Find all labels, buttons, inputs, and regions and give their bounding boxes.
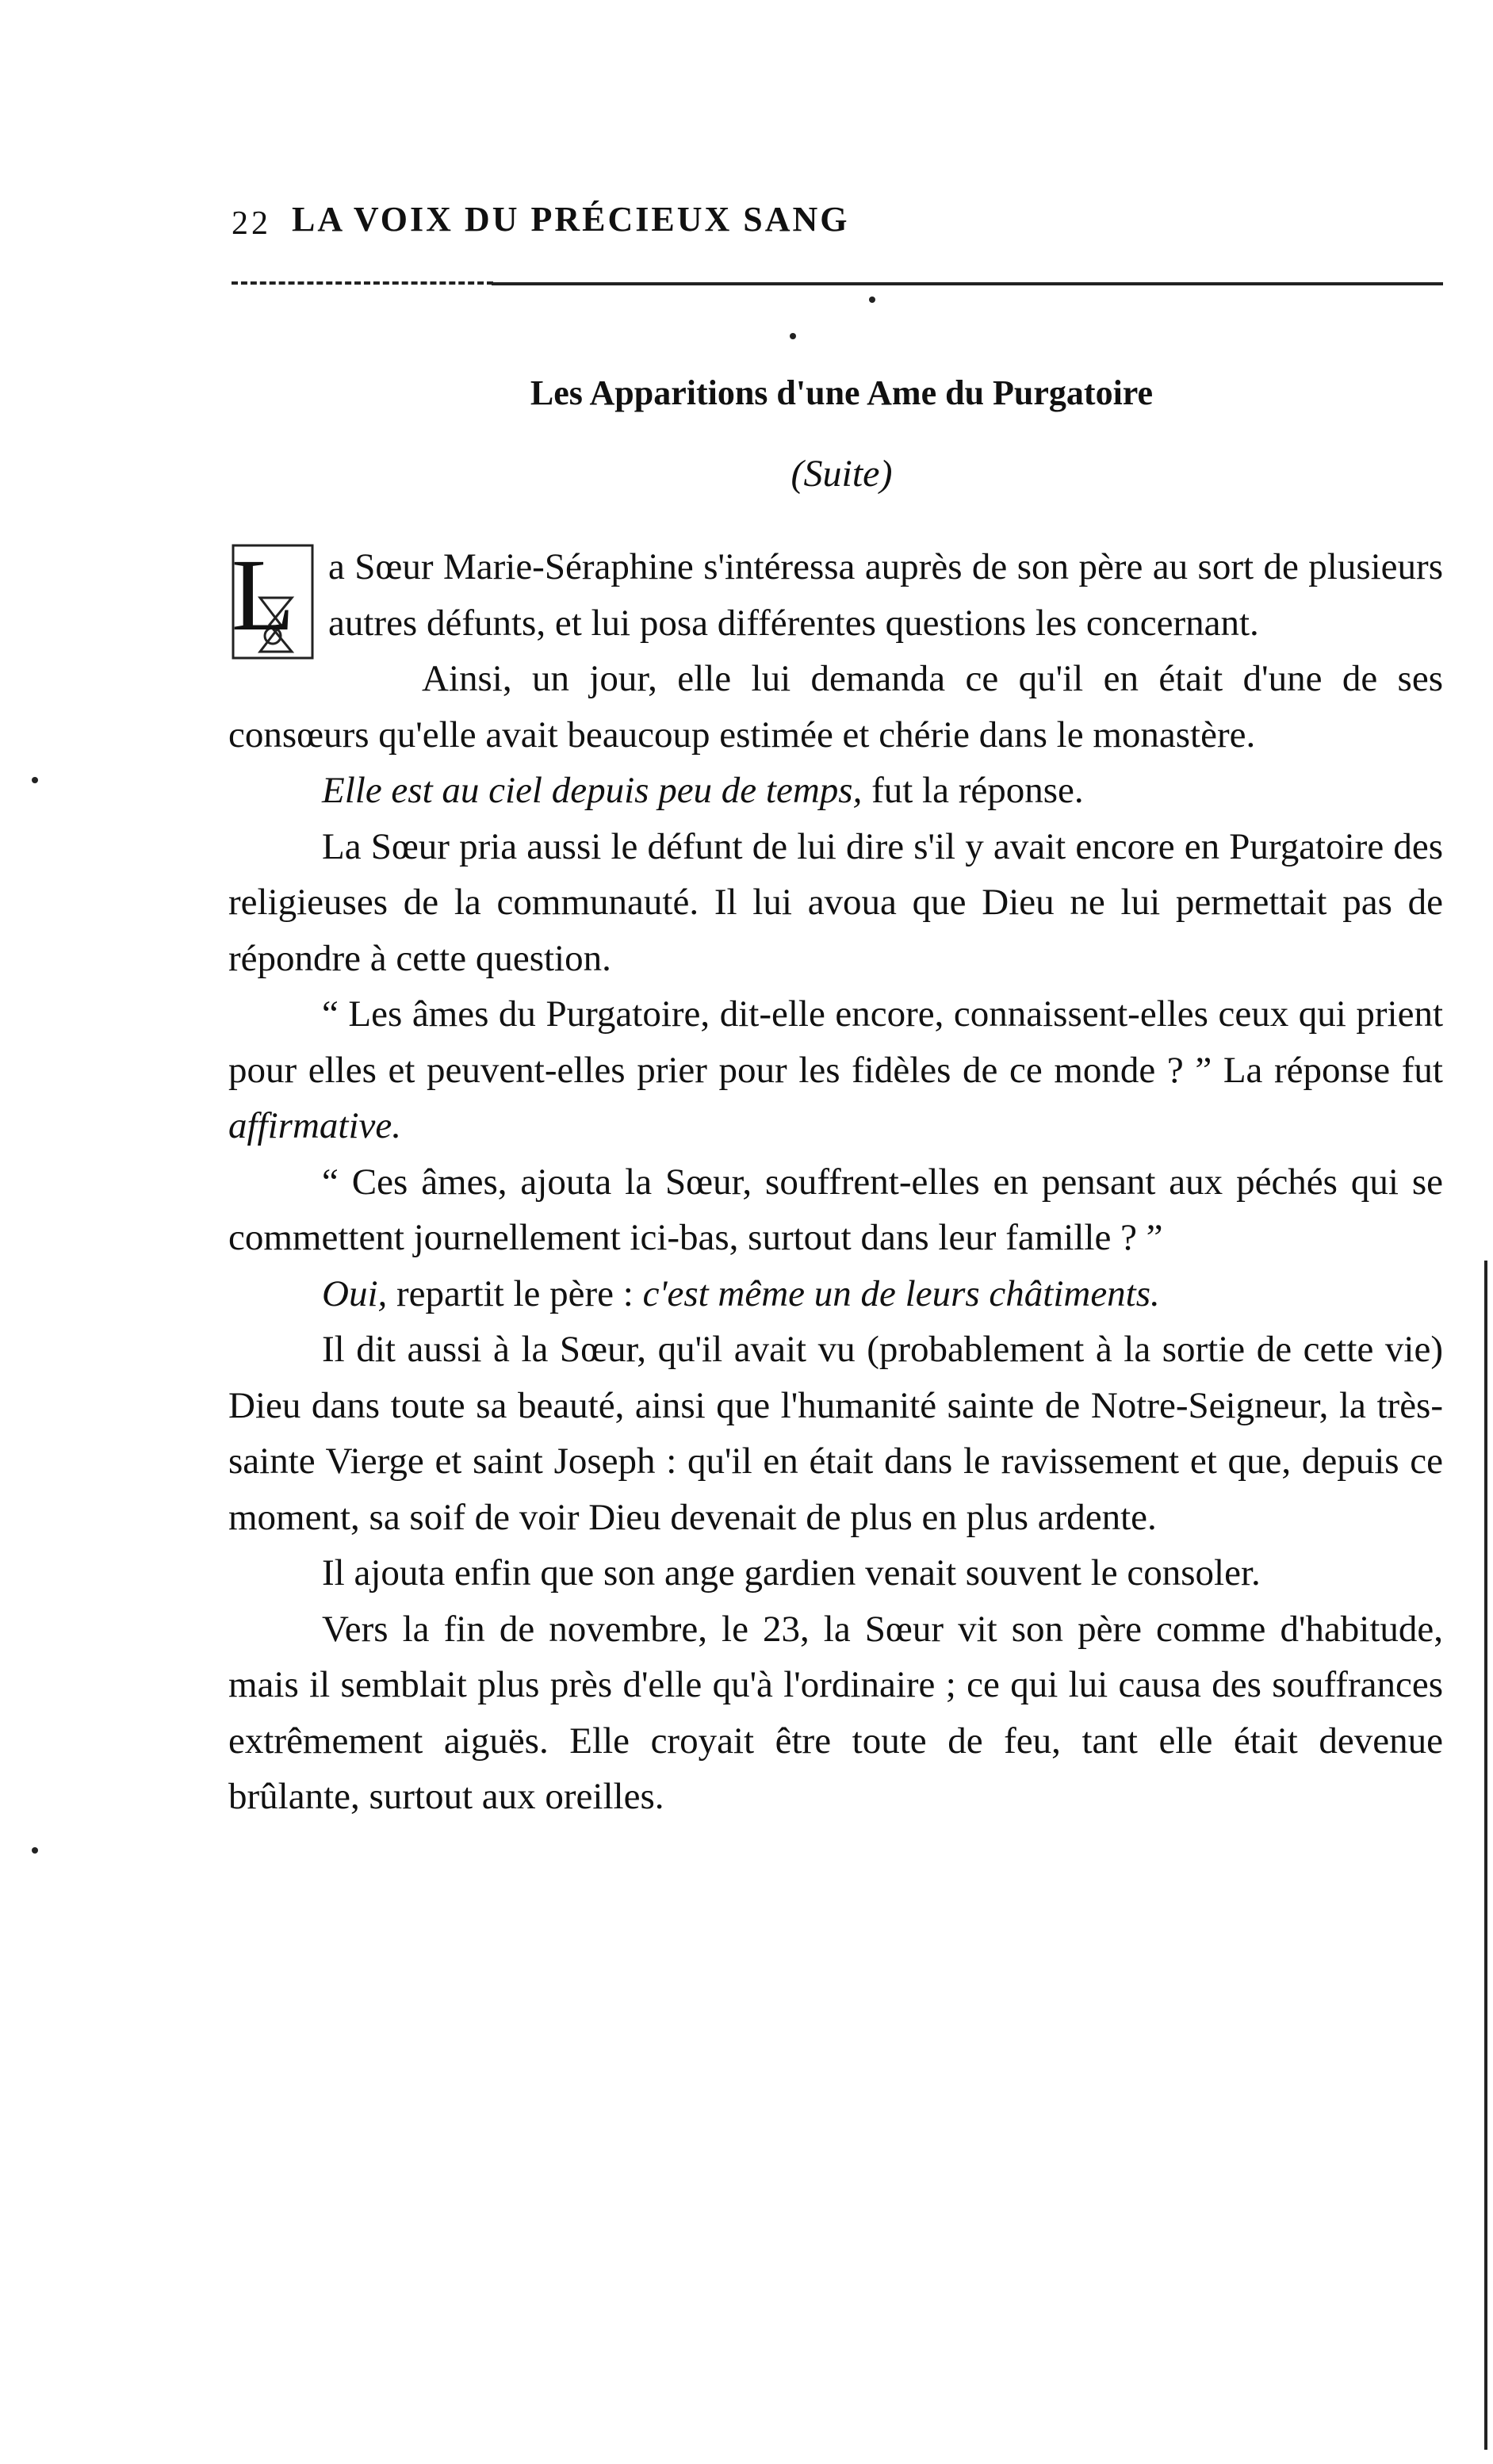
italic-text-run: Oui, bbox=[322, 1272, 388, 1314]
text-run: Il ajouta enfin que son ange gardien venait souvent le consoler. bbox=[322, 1552, 1261, 1594]
drop-cap bbox=[228, 538, 317, 661]
header-rule-solid bbox=[492, 282, 1443, 285]
paragraph bbox=[228, 651, 1443, 763]
paragraph bbox=[228, 539, 1443, 651]
text-run: Il dit aussi à la Sœur, qu'il avait vu (probablement à la sortie de cette vie) Dieu dans toute sa beauté, ainsi que l'humanité sainte de Notre-Seigneur, la très-sainte Vierge et saint Joseph : qu'il en était dans le ravissement et que, depuis ce moment, sa soif de voir Dieu devenait de plus en plus ardente. bbox=[228, 1329, 1443, 1538]
text-run: “ Les âmes du Purgatoire, dit-elle encore, connaissent-elles ceux qui prient pour elles et peuvent-elles prier pour les fidèles de ce monde ? ” La réponse fut bbox=[228, 993, 1443, 1091]
text-run: “ Ces âmes, ajouta la Sœur, souffrent-elles en pensant aux péchés qui se commettent journellement ici-bas, surtout dans leur famille ? ” bbox=[228, 1161, 1443, 1258]
margin-speck-dot bbox=[32, 1847, 38, 1854]
paragraph bbox=[228, 1266, 1443, 1322]
paragraph bbox=[228, 1545, 1443, 1601]
running-title-ornament: LA VOIX DU PRÉCIEUX SANG bbox=[292, 200, 850, 239]
italic-text-run: Elle est au ciel depuis peu de temps, bbox=[322, 770, 863, 811]
text-run: fut la réponse. bbox=[862, 770, 1084, 811]
margin-speck-dot bbox=[32, 777, 38, 783]
page-number: 22 bbox=[232, 205, 271, 242]
article-body bbox=[228, 539, 1443, 1825]
text-run: repartit le père : bbox=[387, 1272, 643, 1314]
italic-text-run: c'est même un de leurs châtiments. bbox=[642, 1272, 1160, 1314]
paragraph bbox=[228, 1154, 1443, 1266]
paragraph bbox=[228, 986, 1443, 1154]
speck-dot bbox=[790, 333, 796, 339]
article-title: Les Apparitions d'une Ame du Purgatoire bbox=[530, 373, 1154, 412]
paragraph bbox=[228, 819, 1443, 987]
text-run: Ainsi, un jour, elle lui demanda ce qu'il en était d'une de ses consœurs qu'elle avait beaucoup estimée et chérie dans le monastère. bbox=[228, 658, 1443, 756]
paragraph bbox=[228, 1601, 1443, 1825]
paragraph bbox=[228, 1322, 1443, 1545]
italic-text-run: affirmative. bbox=[228, 1105, 401, 1146]
text-run: Vers la fin de novembre, le 23, la Sœur vit son père comme d'habitude, mais il semblait plus près d'elle qu'à l'ordinaire ; ce qui lui causa des souffrances extrêmement aiguës. Elle croyait être toute de feu, tant elle était devenue brûlante, surtout aux oreilles. bbox=[228, 1608, 1443, 1817]
speck-dot bbox=[869, 297, 875, 303]
text-run: La Sœur pria aussi le défunt de lui dire s'il y avait encore en Purgatoire des religieuses de la communauté. Il lui avoua que Dieu ne lui permettait pas de répondre à cette question. bbox=[228, 825, 1443, 979]
page-edge-rule bbox=[1484, 1261, 1487, 2450]
article-subtitle: (Suite) bbox=[791, 453, 893, 495]
header-rule-dashed bbox=[232, 281, 493, 285]
drop-cap-letter: L bbox=[232, 538, 295, 652]
text-run: a Sœur Marie-Séraphine s'intéressa auprès de son père au sort de plusieurs autres défunts, et lui posa différentes questions les concernant. bbox=[328, 546, 1443, 644]
paragraph bbox=[228, 763, 1443, 819]
